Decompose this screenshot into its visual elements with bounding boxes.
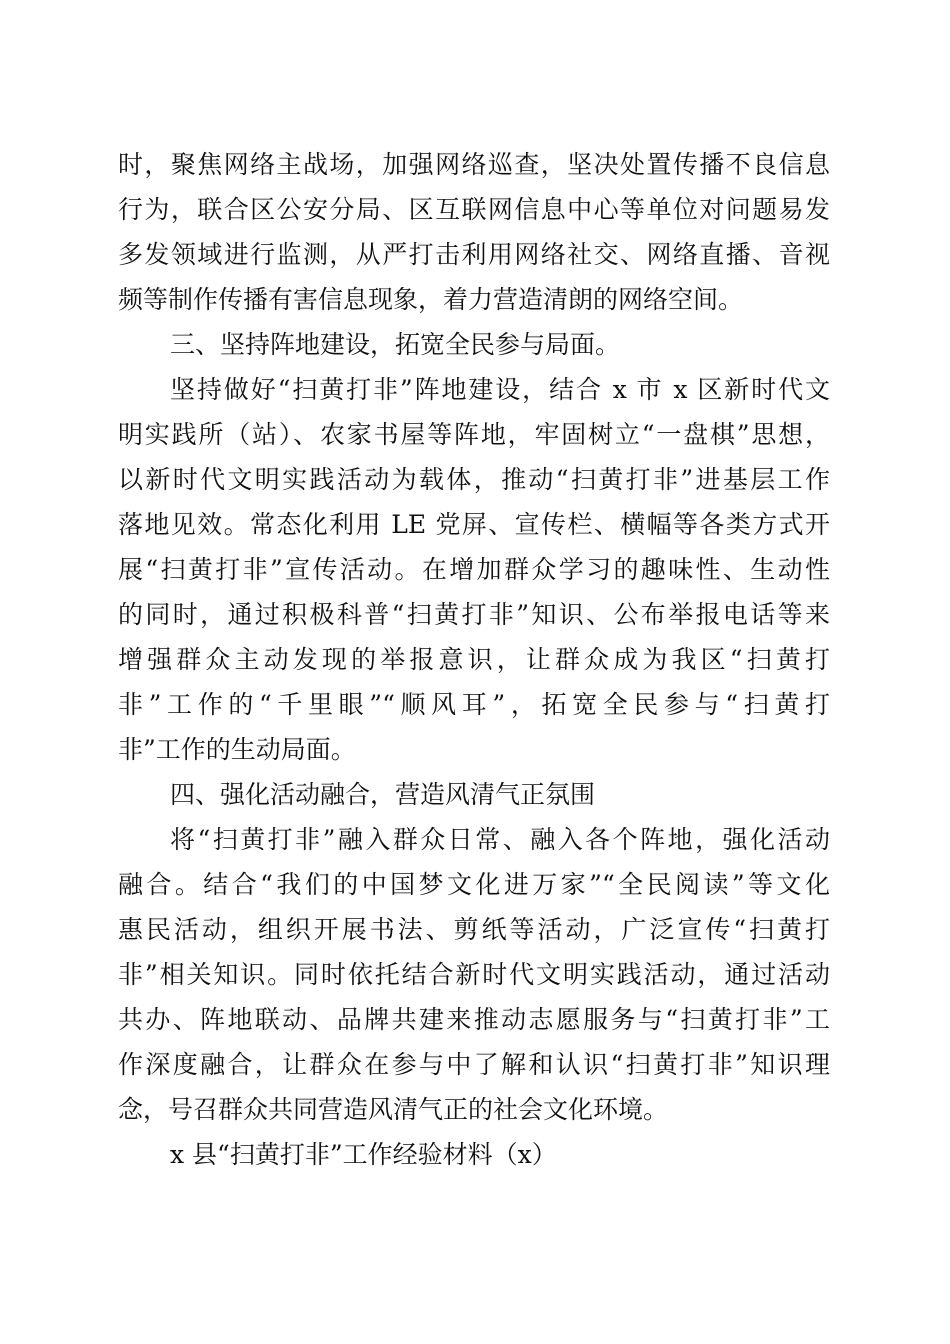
paragraph-line: 行为，联合区公安分局、区互联网信息中心等单位对问题易发 <box>118 195 830 224</box>
next-document-title: x 县“扫黄打非”工作经验材料（x） <box>170 1140 557 1169</box>
paragraph-line: 增强群众主动发现的举报意识，让群众成为我区“扫黄打 <box>118 645 830 674</box>
section-heading-3: 三、坚持阵地建设，拓宽全民参与局面。 <box>170 330 621 359</box>
paragraph-line: 念，号召群众共同营造风清气正的社会文化环境。 <box>118 1095 669 1124</box>
paragraph-line: 共办、阵地联动、品牌共建来推动志愿服务与“扫黄打非”工 <box>118 1005 830 1034</box>
paragraph-line: 将“扫黄打非”融入群众日常、融入各个阵地，强化活动 <box>170 825 830 854</box>
paragraph-line: 非”工作的“千里眼”“顺风耳”，拓宽全民参与“扫黄打 <box>118 690 830 719</box>
paragraph-line: 时，聚焦网络主战场，加强网络巡查，坚决处置传播不良信息 <box>118 150 830 179</box>
paragraph-line: 的同时，通过积极科普“扫黄打非”知识、公布举报电话等来 <box>118 600 830 629</box>
paragraph-line: 融合。结合“我们的中国梦文化进万家”“全民阅读”等文化 <box>118 870 830 899</box>
paragraph-line: 以新时代文明实践活动为载体，推动“扫黄打非”进基层工作 <box>118 465 830 494</box>
paragraph-line: 落地见效。常态化利用 LE 党屏、宣传栏、横幅等各类方式开 <box>118 510 830 539</box>
paragraph-line: 明实践所（站）、农家书屋等阵地，牢固树立“一盘棋”思想， <box>118 420 830 449</box>
paragraph-line: 非”工作的生动局面。 <box>118 735 356 764</box>
paragraph-line: 展“扫黄打非”宣传活动。在增加群众学习的趣味性、生动性 <box>118 555 830 584</box>
paragraph-line: 非”相关知识。同时依托结合新时代文明实践活动，通过活动 <box>118 960 830 989</box>
paragraph-line: 惠民活动，组织开展书法、剪纸等活动，广泛宣传“扫黄打 <box>118 915 830 944</box>
paragraph-line: 多发领域进行监测，从严打击利用网络社交、网络直播、音视 <box>118 240 830 269</box>
paragraph-line: 频等制作传播有害信息现象，着力营造清朗的网络空间。 <box>118 285 744 314</box>
section-heading-4: 四、强化活动融合，营造风清气正氛围 <box>170 780 596 809</box>
paragraph-line: 坚持做好“扫黄打非”阵地建设，结合 x 市 x 区新时代文 <box>170 375 830 404</box>
paragraph-line: 作深度融合，让群众在参与中了解和认识“扫黄打非”知识理 <box>118 1050 830 1079</box>
